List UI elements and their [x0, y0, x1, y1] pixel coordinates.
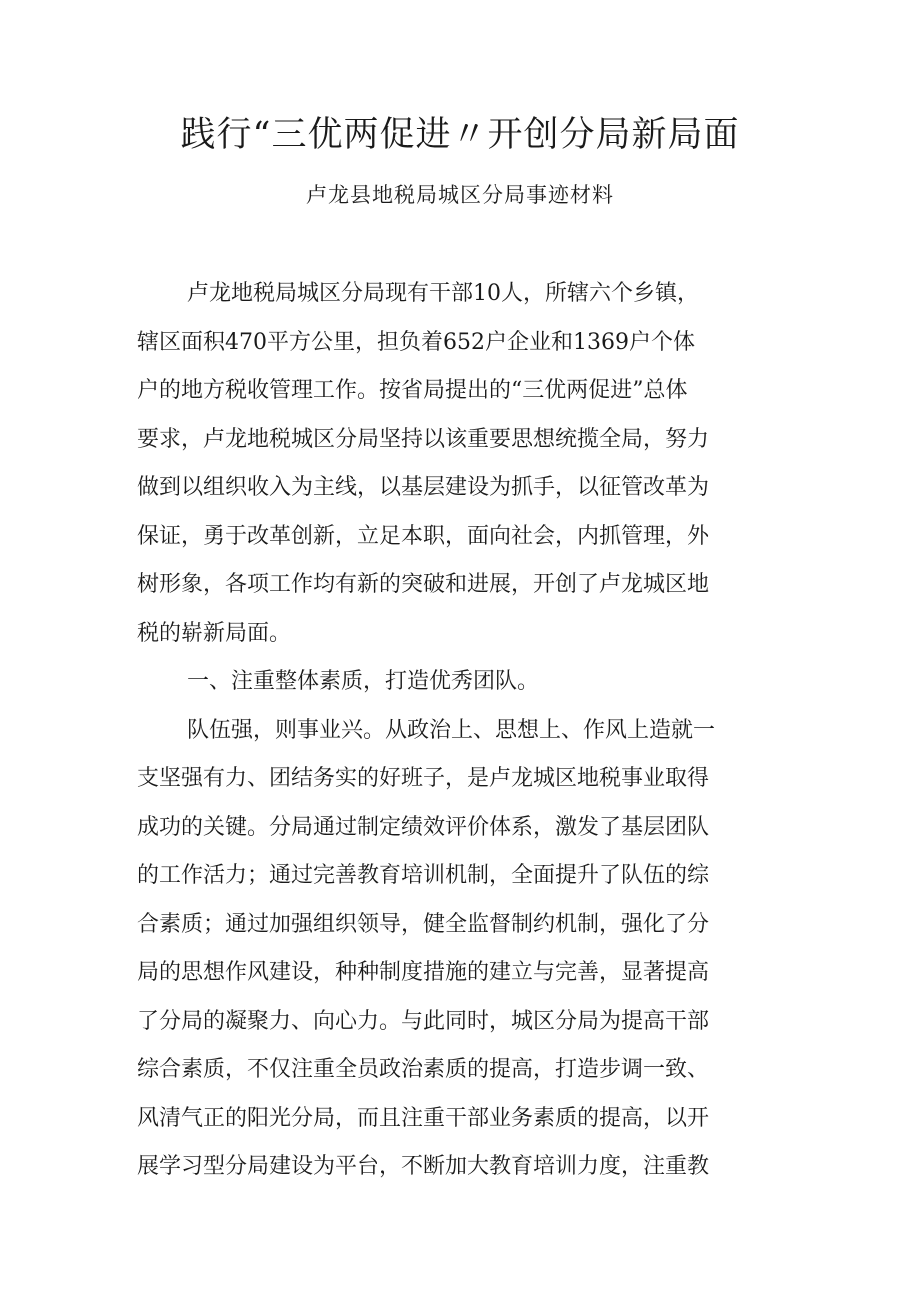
- paragraph-line: 保证，勇于改革创新，立足本职，面向社会，内抓管理，外: [137, 523, 710, 549]
- paragraph-line: 支坚强有力、团结务实的好班子，是卢龙城区地税事业取得: [137, 766, 710, 791]
- paragraph-line: 局的思想作风建设，种种制度措施的建立与完善，显著提高: [137, 960, 710, 985]
- section-heading: 一、注重整体素质，打造优秀团队。: [187, 669, 540, 694]
- document-body: [137, 270, 747, 1192]
- paragraph-line: 合素质；通过加强组织领导，健全监督制约机制，强化了分: [137, 911, 710, 937]
- paragraph-line: 成功的关键。分局通过制定绩效评价体系，激发了基层团队: [137, 814, 710, 840]
- paragraph-line: 综合素质，不仅注重全员政治素质的提高，打造步调一致、: [137, 1057, 710, 1082]
- paragraph-line: 展学习型分局建设为平台，不断加大教育培训力度，注重教: [137, 1154, 710, 1179]
- paragraph-line: 做到以组织收入为主线，以基层建设为抓手，以征管改革为: [137, 475, 710, 500]
- paragraph-line: 要求，卢龙地税城区分局坚持以该重要思想统揽全局，努力: [137, 426, 710, 452]
- paragraph-line: 风清气正的阳光分局，而且注重干部业务素质的提高，以开: [137, 1105, 710, 1131]
- paragraph-line: 税的崭新局面。: [137, 620, 292, 646]
- paragraph-line: 队伍强，则事业兴。从政治上、思想上、作风上造就一: [187, 717, 716, 743]
- paragraph-line: 的工作活力；通过完善教育培训机制，全面提升了队伍的综: [137, 863, 710, 888]
- document-subtitle: 卢龙县地税局城区分局事迹材料: [306, 183, 614, 207]
- document-title: 践行“三优两促进〃开创分局新局面: [180, 115, 740, 155]
- paragraph-line: 树形象，各项工作均有新的突破和进展，开创了卢龙城区地: [137, 572, 710, 597]
- paragraph-line: 了分局的凝聚力、向心力。与此同时，城区分局为提高干部: [137, 1008, 710, 1034]
- paragraph-line: 辖区面积470平方公里，担负着652户企业和1369户个体: [137, 329, 695, 355]
- paragraph-line: 卢龙地税局城区分局现有干部10人，所辖六个乡镇，: [187, 281, 699, 306]
- paragraph-line: 户的地方税收管理工作。按省局提出的“三优两促进”总体: [137, 378, 688, 403]
